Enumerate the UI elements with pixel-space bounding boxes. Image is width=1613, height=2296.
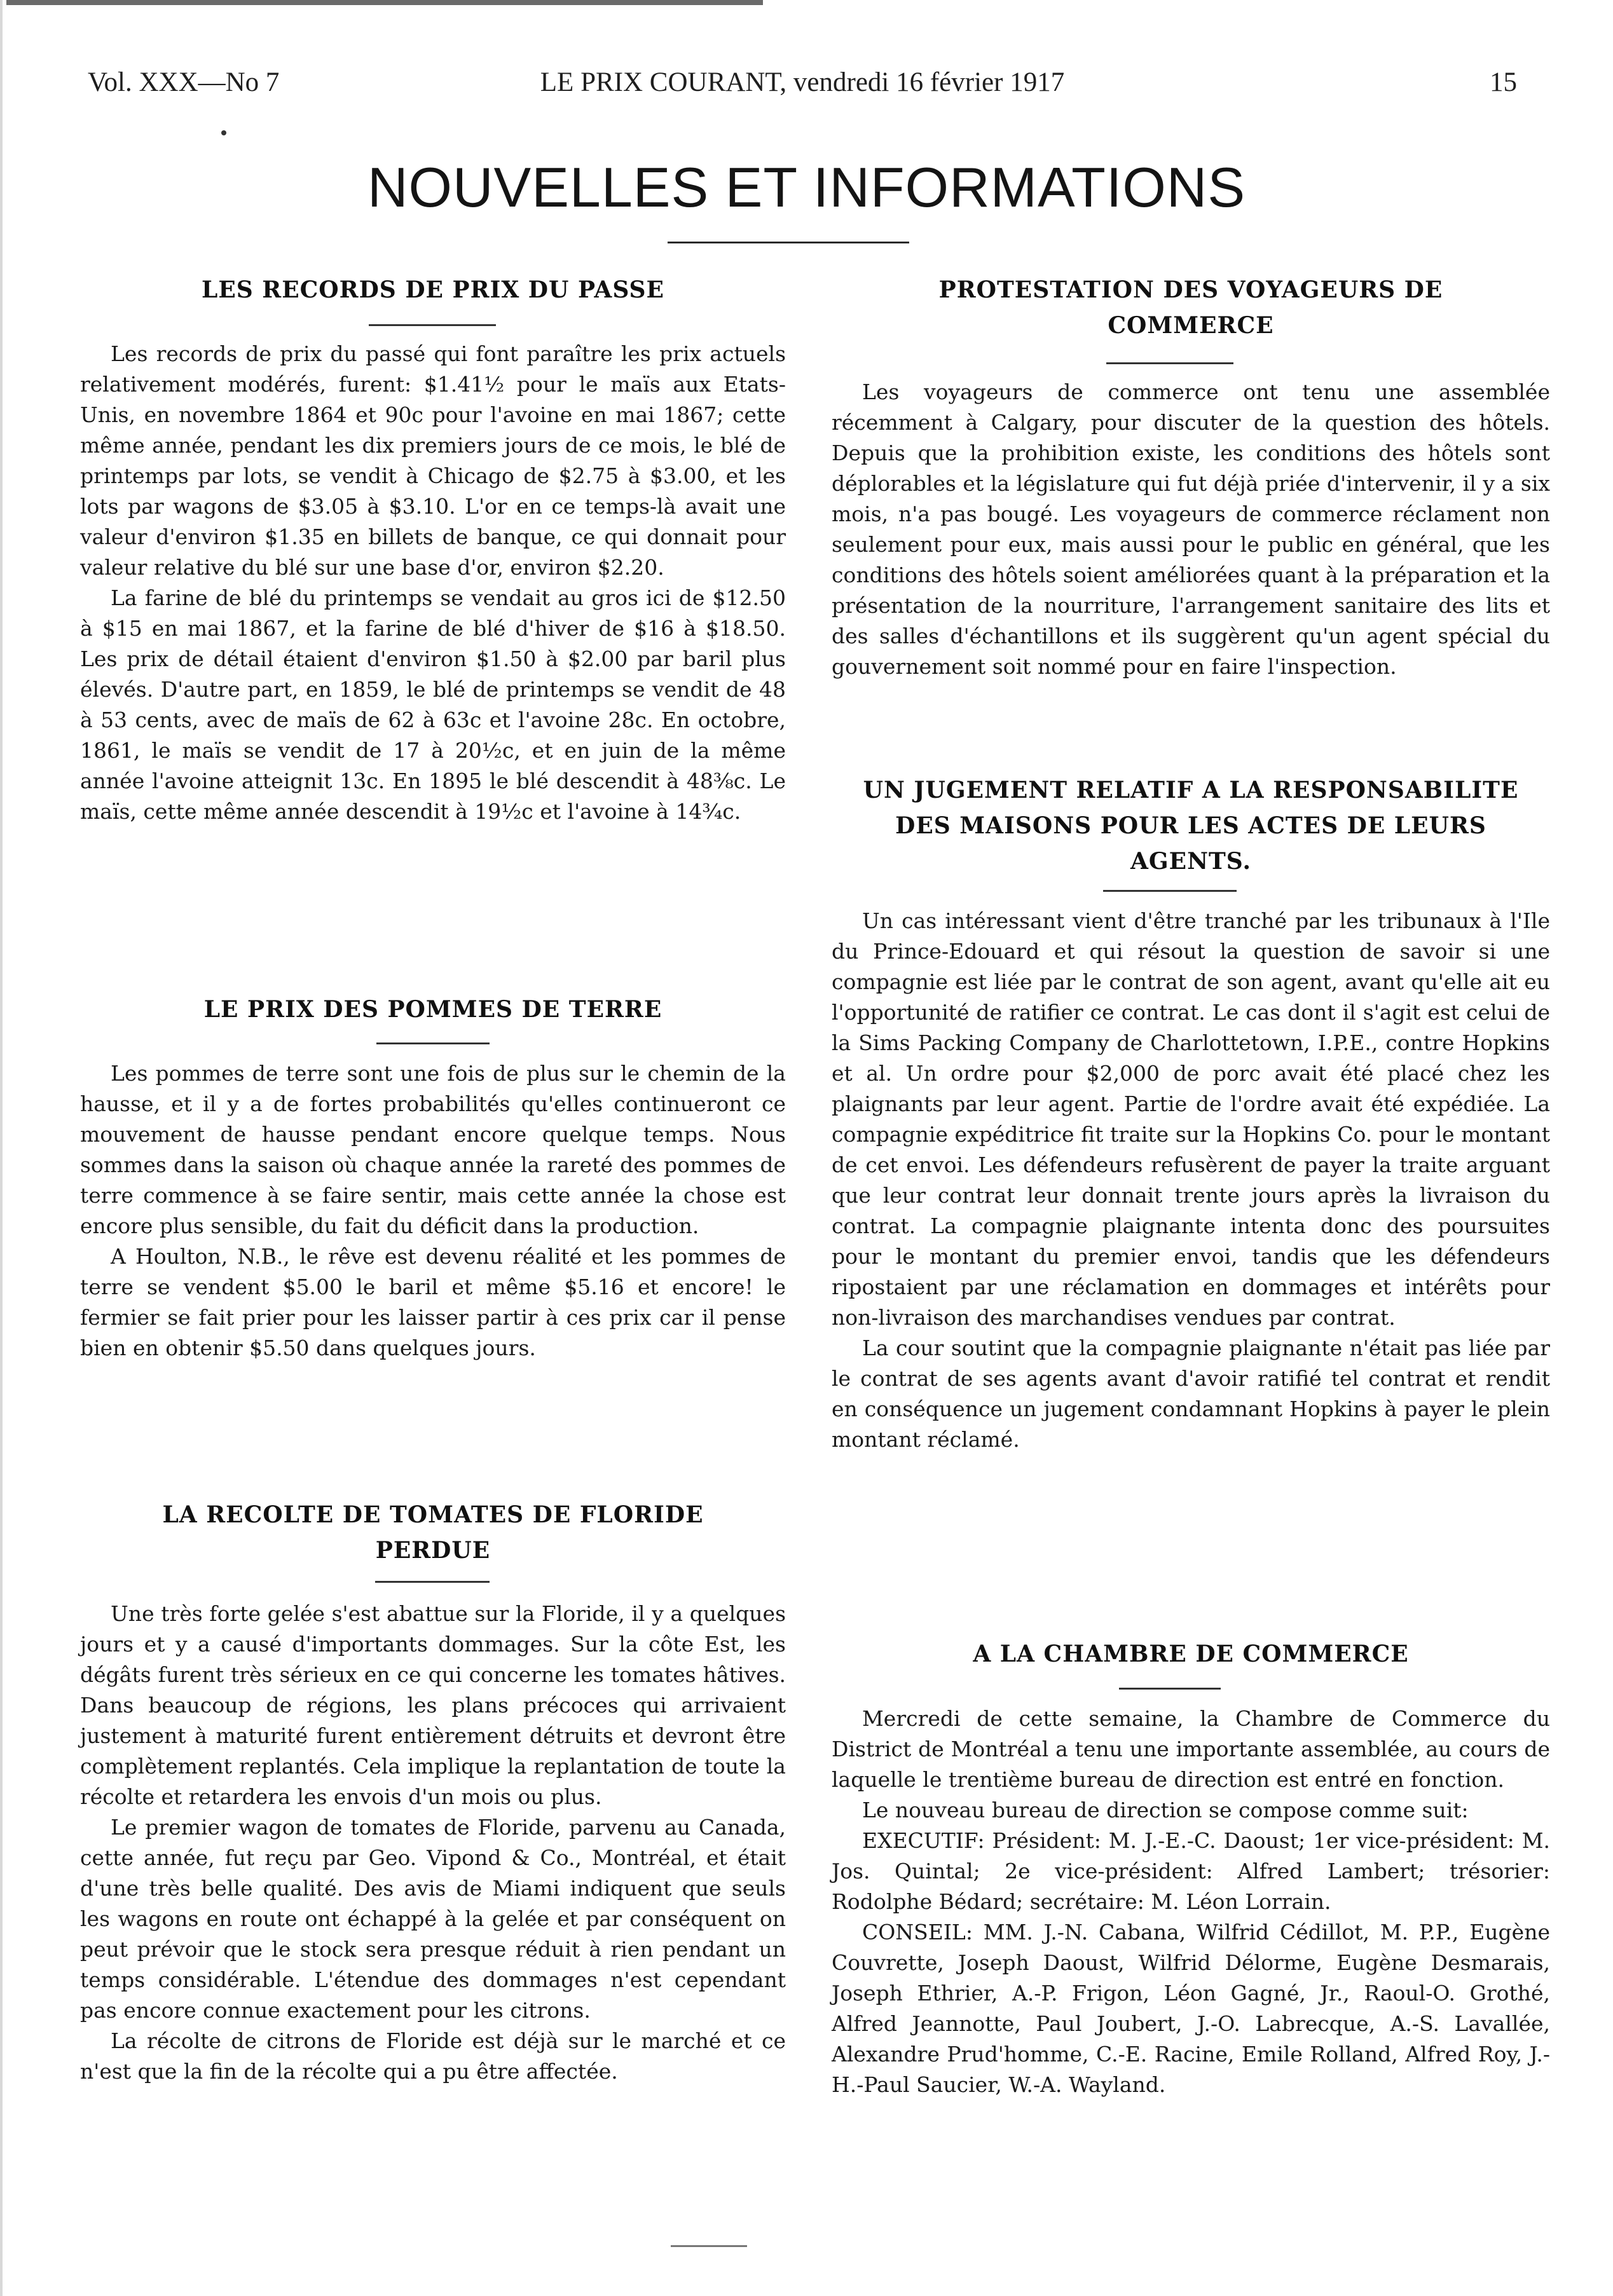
article-body (80, 339, 786, 827)
article-voyageurs-commerce (832, 272, 1550, 343)
paragraph: Les records de prix du passé qui font paraître les prix actuels relativement modérés, furent: $1.41½ pour le maïs aux Etats-Unis, en novembre 1864 et 90c pour l'avoine en mai 1867; cette même année, pendant les dix premiers jours de ce mois, le blé de printemps par lots, se vendit à Chicago de $2.75 à $3.00, et les lots par wagons de $3.05 à $3.10. L'or en ce temps-là avait une valeur d'environ $1.35 en billets de banque, ce qui donnait pour valeur relative du blé sur une base d'or, environ $2.20. (80, 341, 786, 580)
article-body (80, 1599, 786, 2087)
article-chambre-commerce (832, 1636, 1550, 1672)
heading-divider (1103, 890, 1237, 892)
article-tomates-floride (80, 1497, 786, 1568)
paragraph: Le nouveau bureau de direction se compose comme suit: (862, 1798, 1469, 1822)
running-header (88, 60, 1517, 105)
paragraph: CONSEIL: MM. J.-N. Cabana, Wilfrid Cédillot, M. P.P., Eugène Couvrette, Joseph Daoust, Wilfrid Délorme, Eugène Desmarais, Joseph Ethrier, A.-P. Frigon, Léon Gagné, Jr., Raoul-O. Grothé, Alfred Jeannotte, Paul Joubert, J.-O. Labrecque, A.-S. Lavallée, Alexandre Prud'homme, C.-E. Racine, Emile Rolland, Alfred Roy, J.-H.-Paul Saucier, W.-A. Wayland. (832, 1920, 1550, 2097)
paragraph: La récolte de citrons de Floride est déjà sur le marché et ce n'est que la fin de la récolte qui a pu être affectée. (80, 2028, 786, 2084)
paragraph: EXECUTIF: Président: M. J.-E.-C. Daoust; 1er vice-président: M. Jos. Quintal; 2e vice-président: Alfred Lambert; trésorier: Rodolphe Bédard; secrétaire: M. Léon Lorrain. (832, 1828, 1550, 1914)
article-records-prix (80, 272, 786, 308)
page-title: NOUVELLES ET INFORMATIONS (367, 156, 1246, 219)
footer-dash (671, 2245, 747, 2247)
article-heading: A LA CHAMBRE DE COMMERCE (973, 1641, 1409, 1667)
article-heading: PROTESTATION DES VOYAGEURS DE COMMERCE (938, 277, 1443, 339)
heading-divider (1106, 362, 1233, 364)
paragraph: Le premier wagon de tomates de Floride, parvenu au Canada, cette année, fut reçu par Geo. Vipond & Co., Montréal, et était d'une très belle qualité. Des avis de Miami indiquent que seuls les wagons en route ont échappé à la gelée et par conséquent on peut prévoir que le stock sera presque réduit à rien pendant un temps considérable. L'étendue des dommages n'est cependant pas encore connue exactement pour les citrons. (80, 1815, 786, 2023)
paragraph: A Houlton, N.B., le rêve est devenu réalité et les pommes de terre se vendent $5.00 le baril et même $5.16 et encore! le fermier se fait prier pour les laisser partir à ces prix car il pense bien en obtenir $5.50 dans quelques jours. (80, 1244, 786, 1360)
article-body (832, 1704, 1550, 2100)
page-edge (0, 0, 3, 2296)
article-jugement (832, 772, 1550, 879)
article-heading: LE PRIX DES POMMES DE TERRE (203, 996, 662, 1023)
article-heading: UN JUGEMENT RELATIF A LA RESPONSABILITE DES MAISONS POUR LES ACTES DE LEURS AGENTS. (863, 777, 1519, 875)
publication-date-line: LE PRIX COURANT, vendredi 16 février 1917 (540, 67, 1065, 97)
article-body (832, 377, 1550, 682)
paragraph: Une très forte gelée s'est abattue sur la Floride, il y a quelques jours et y a causé d'importants dommages. Sur la côte Est, les dégâts furent très sérieux en ce qui concerne les tomates hâtives. Dans beaucoup de régions, les plans précoces qui arrivaient justement à maturité furent entièrement détruits et devront être complètement replantés. Cela implique la replantation de toute la récolte et retardera les envois d'un mois ou plus. (80, 1601, 786, 1809)
heading-divider (1119, 1688, 1221, 1690)
heading-divider (376, 1042, 490, 1044)
top-border-line (6, 0, 763, 5)
paragraph: Mercredi de cette semaine, la Chambre de Commerce du District de Montréal a tenu une importante assemblée, au cours de laquelle le trentième bureau de direction est entré en fonction. (832, 1706, 1550, 1792)
article-body (80, 1058, 786, 1363)
article-pommes-de-terre (80, 992, 786, 1027)
volume-number: Vol. XXX—No 7 (88, 67, 280, 97)
heading-divider (369, 324, 496, 326)
paragraph: Les pommes de terre sont une fois de plus sur le chemin de la hausse, et il y a de fortes probabilités qu'elles continueront ce mouvement de hausse pendant encore quelque temps. Nous sommes dans la saison où chaque année la rareté des pommes de terre commence à se faire sentir, mais cette année la chose est encore plus sensible, du fait du déficit dans la production. (80, 1061, 786, 1238)
paragraph: Les voyageurs de commerce ont tenu une assemblée récemment à Calgary, pour discuter de la question des hôtels. Depuis que la prohibition existe, les conditions des hôtels sont déplorables et la législature qui fut déjà priée d'intervenir, il y a six mois, n'a pas bougé. Les voyageurs de commerce réclament non seulement pour eux, mais aussi pour le public en général, que les conditions des hôtels soient améliorées quant à la préparation et la présentation de la nourriture, l'arrangement sanitaire des lits et des salles d'échantillons et ils suggèrent qu'un agent spécial du gouvernement soit nommé pour en faire l'inspection. (832, 379, 1550, 679)
article-body (832, 906, 1550, 1455)
paragraph: La cour soutint que la compagnie plaignante n'était pas liée par le contrat de ses agents avant d'avoir ratifié tel contrat et rendit en conséquence un jugement condamnant Hopkins à payer le plein montant réclamé. (832, 1336, 1550, 1452)
page-number: 15 (1490, 67, 1517, 97)
speck (221, 130, 226, 135)
title-divider (668, 242, 909, 243)
article-heading: LA RECOLTE DE TOMATES DE FLORIDE PERDUE (162, 1501, 704, 1564)
paragraph: La farine de blé du printemps se vendait au gros ici de $12.50 à $15 en mai 1867, et la farine de blé d'hiver de $16 à $18.50. Les prix de détail étaient d'environ $1.50 à $2.00 par baril plus élevés. D'autre part, en 1859, le blé de printemps se vendit de 48 à 53 cents, avec de maïs de 62 à 63c et l'avoine 28c. En octobre, 1861, le maïs se vendit de 17 à 20½c, et en juin de la même année l'avoine atteignit 13c. En 1895 le blé descendit à 48⅜c. Le maïs, cette même année descendit à 19½c et l'avoine à 14¾c. (80, 585, 786, 824)
heading-divider (375, 1581, 490, 1583)
article-heading: LES RECORDS DE PRIX DU PASSE (202, 277, 664, 303)
paragraph: Un cas intéressant vient d'être tranché par les tribunaux à l'Ile du Prince-Edouard et qui résout la question de savoir si une compagnie est liée par le contrat de son agent, avant qu'elle ait eu l'opportunité de ratifier ce contrat. Le cas dont il s'agit est celui de la Sims Packing Company de Charlottetown, I.P.E., contre Hopkins et al. Un ordre pour $2,000 de porc avait été placé chez les plaignants par leur agent. Partie de l'ordre avait été expédiée. La compagnie expéditrice fit traite sur la Hopkins Co. pour le montant de cet envoi. Les défendeurs refusèrent de payer la traite arguant que leur contrat leur donnait trente jours après la livraison du contrat. La compagnie plaignante intenta donc des poursuites pour le montant du premier envoi, tandis que les défendeurs ripostaient par une réclamation en dommages et intérêts pour non-livraison des marchandises vendues par contrat. (832, 908, 1550, 1330)
